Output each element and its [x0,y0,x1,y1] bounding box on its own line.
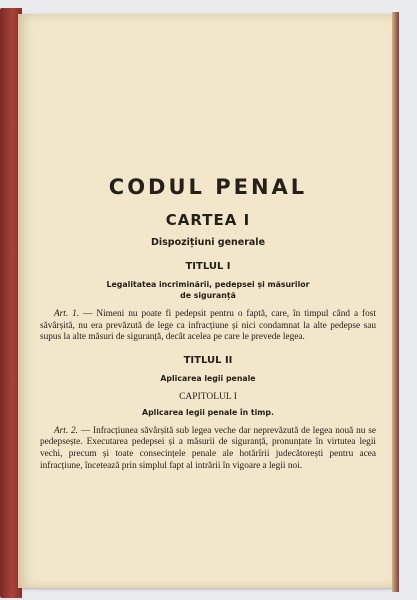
titlul-2-subheading: Aplicarea legii penale [160,373,256,383]
titlul-1-heading: TITLUL I [185,261,231,272]
book-subtitle: Dispozițiuni generale [150,237,266,248]
article-2-text: — Infracțiunea săvârșită sub legea veche dar neprevăzută de legea nouă nu se pedepsește. Executarea pedepsei și a măsurii de siguranță, pronunțate în virtutea legii vechi, precum și toate consecințele penale ale hotărîrii judecătorești pentru acea infracțiune, încetează prin simplul fapt al intrării în vigoare a legii noi. [40,425,376,471]
titlul-1-subheading [40,279,376,301]
article-2 [40,426,376,472]
titlul-1-subheading-line1: Legalitatea incriminării, pedepsei și măsurilor [106,280,310,289]
book-heading: CARTEA I [165,211,251,229]
chapter-subheading: Aplicarea legii penale în timp. [142,407,274,417]
article-1 [40,309,376,344]
titlul-1-subheading-line2: de siguranță [180,291,236,300]
titlul-2-heading: TITLUL II [183,354,233,366]
article-1-label: Art. 1. [54,309,80,319]
cover-edge [392,12,399,592]
document-title: CODUL PENAL [108,175,308,199]
chapter-heading: CAPITOLUL I [179,391,237,402]
page-content [40,175,376,483]
article-2-label: Art. 2. [54,425,79,436]
article-1-text: — Nimeni nu poate fi pedepsit pentru o faptă, care, în timpul când a fost săvârșită, nu era prevăzută de lege ca infracțiune și nici condamnat la alte pedepse sau supus la alte măsuri de siguranță, decât acelea pe care le prevede legea. [40,309,376,343]
